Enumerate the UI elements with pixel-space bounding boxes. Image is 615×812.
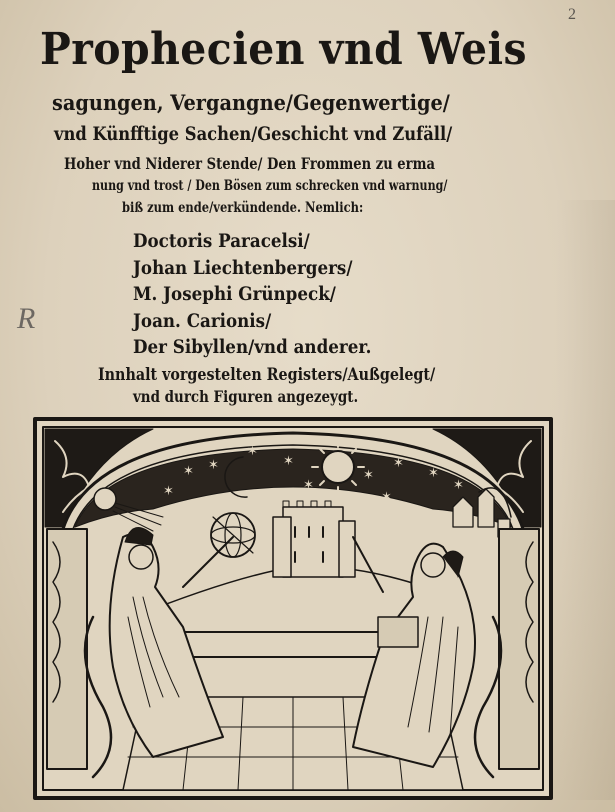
- svg-text:✶: ✶: [183, 464, 194, 479]
- title-line-3: vnd Künfftige Sachen/Geschicht vnd Zufäll/: [54, 123, 453, 145]
- svg-text:✶: ✶: [247, 444, 258, 459]
- margin-annotation: R: [17, 302, 36, 335]
- astrologers-woodcut-illustration: [33, 417, 553, 800]
- svg-text:✶: ✶: [283, 454, 294, 469]
- page-bleed-shade: [555, 200, 615, 800]
- author-entry: Johan Liechtenbergers/: [133, 256, 353, 279]
- title-line-4: Hoher vnd Niderer Stende/ Den Frommen zu erma: [64, 154, 435, 173]
- title-line-1: Prophecien vnd Weis: [40, 24, 527, 75]
- author-entry: Joan. Carionis/: [133, 309, 272, 332]
- svg-text:✶: ✶: [428, 466, 439, 481]
- title-line-2: sagungen, Vergangne/Gegenwertige/: [52, 90, 450, 115]
- svg-text:✶: ✶: [453, 478, 464, 493]
- svg-text:✶: ✶: [381, 490, 392, 505]
- contents-line-1: Innhalt vorgestelten Registers/Außgelegt/: [98, 365, 436, 385]
- svg-text:✶: ✶: [303, 478, 314, 493]
- author-entry: Doctoris Paracelsi/: [133, 230, 310, 252]
- title-block: [40, 20, 560, 216]
- page-number-mark: 2: [568, 6, 576, 23]
- svg-text:✶: ✶: [363, 468, 374, 483]
- svg-text:✶: ✶: [208, 458, 219, 473]
- title-line-5: nung vnd trost / Den Bösen zum schrecken vnd warnung/: [92, 178, 448, 194]
- contents-line-2: vnd durch Figuren angezeygt.: [133, 387, 359, 406]
- title-line-6: biß zum ende/verkündende. Nemlich:: [122, 200, 364, 216]
- author-list: [133, 228, 404, 361]
- svg-text:✶: ✶: [393, 456, 404, 471]
- svg-text:✶: ✶: [163, 484, 174, 499]
- author-entry: M. Josephi Grünpeck/: [133, 283, 336, 305]
- author-entry: Der Sibyllen/vnd anderer.: [133, 336, 372, 358]
